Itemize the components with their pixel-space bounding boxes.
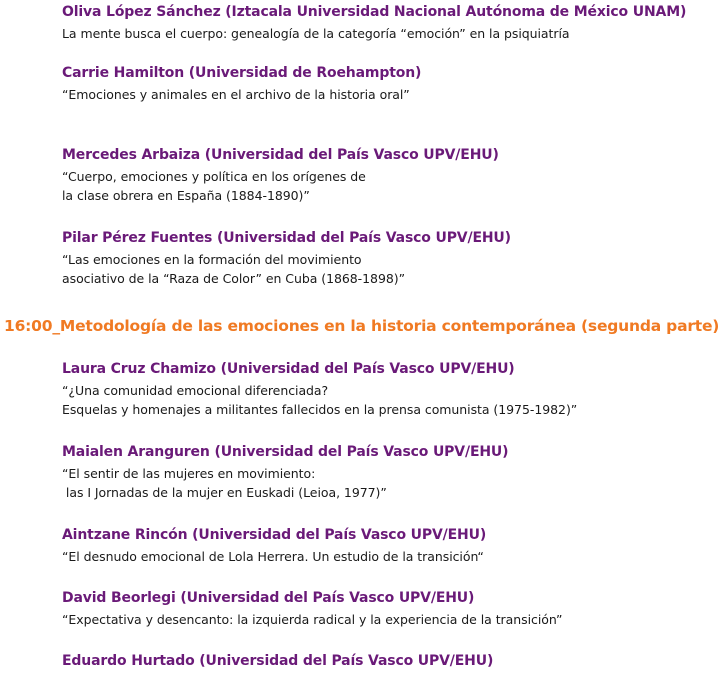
program-entry-perez	[62, 229, 712, 288]
talk-title-line: “Cuerpo, emociones y política en los orígenes de	[62, 169, 366, 184]
talk-title-line: La mente busca el cuerpo: genealogía de la categoría “emoción” en la psiquiatría	[62, 26, 570, 41]
talk-title-line: las I Jornadas de la mujer en Euskadi (Leioa, 1977)”	[62, 485, 387, 500]
program-entry-aranguren	[62, 443, 712, 502]
talk-title-line: “El sentir de las mujeres en movimiento:	[62, 466, 316, 481]
talk-title-line: Esquelas y homenajes a militantes fallecidos en la prensa comunista (1975-1982)”	[62, 402, 578, 417]
talk-title-line: asociativo de la “Raza de Color” en Cuba (1868-1898)”	[62, 271, 406, 286]
speaker-name: Aintzane Rincón (Universidad del País Vasco UPV/EHU)	[62, 527, 487, 543]
program-entry-arbaiza	[62, 146, 712, 205]
speaker-name: Carrie Hamilton (Universidad de Roehampton)	[62, 65, 422, 81]
program-entry-beorlegi	[62, 589, 712, 629]
talk-title-line: “Expectativa y desencanto: la izquierda radical y la experiencia de la transición”	[62, 612, 563, 627]
program-entry-rincon	[62, 526, 712, 566]
program-entry-hamilton	[62, 64, 712, 104]
talk-title-line: la clase obrera en España (1884-1890)”	[62, 188, 310, 203]
program-entry-lopez	[62, 3, 712, 43]
speaker-name: Laura Cruz Chamizo (Universidad del País Vasco UPV/EHU)	[62, 361, 515, 377]
session-title: 16:00_Metodología de las emociones en la historia contemporánea (segunda parte)	[4, 317, 719, 335]
speaker-name: Mercedes Arbaiza (Universidad del País Vasco UPV/EHU)	[62, 147, 499, 163]
speaker-name: Maialen Aranguren (Universidad del País Vasco UPV/EHU)	[62, 444, 509, 460]
speaker-name: Eduardo Hurtado (Universidad del País Vasco UPV/EHU)	[62, 653, 494, 669]
talk-title-line: “Emociones y animales en el archivo de la historia oral”	[62, 87, 410, 102]
speaker-name: David Beorlegi (Universidad del País Vasco UPV/EHU)	[62, 590, 475, 606]
talk-title-line: “El desnudo emocional de Lola Herrera. Un estudio de la transición“	[62, 549, 484, 564]
speaker-name: Oliva López Sánchez (Iztacala Universidad Nacional Autónoma de México UNAM)	[62, 4, 687, 20]
program-entry-cruz	[62, 360, 712, 419]
speaker-name: Pilar Pérez Fuentes (Universidad del País Vasco UPV/EHU)	[62, 230, 511, 246]
talk-title-line: “Las emociones en la formación del movimiento	[62, 252, 362, 267]
program-entry-hurtado	[62, 652, 712, 670]
talk-title-line: “¿Una comunidad emocional diferenciada?	[62, 383, 329, 398]
